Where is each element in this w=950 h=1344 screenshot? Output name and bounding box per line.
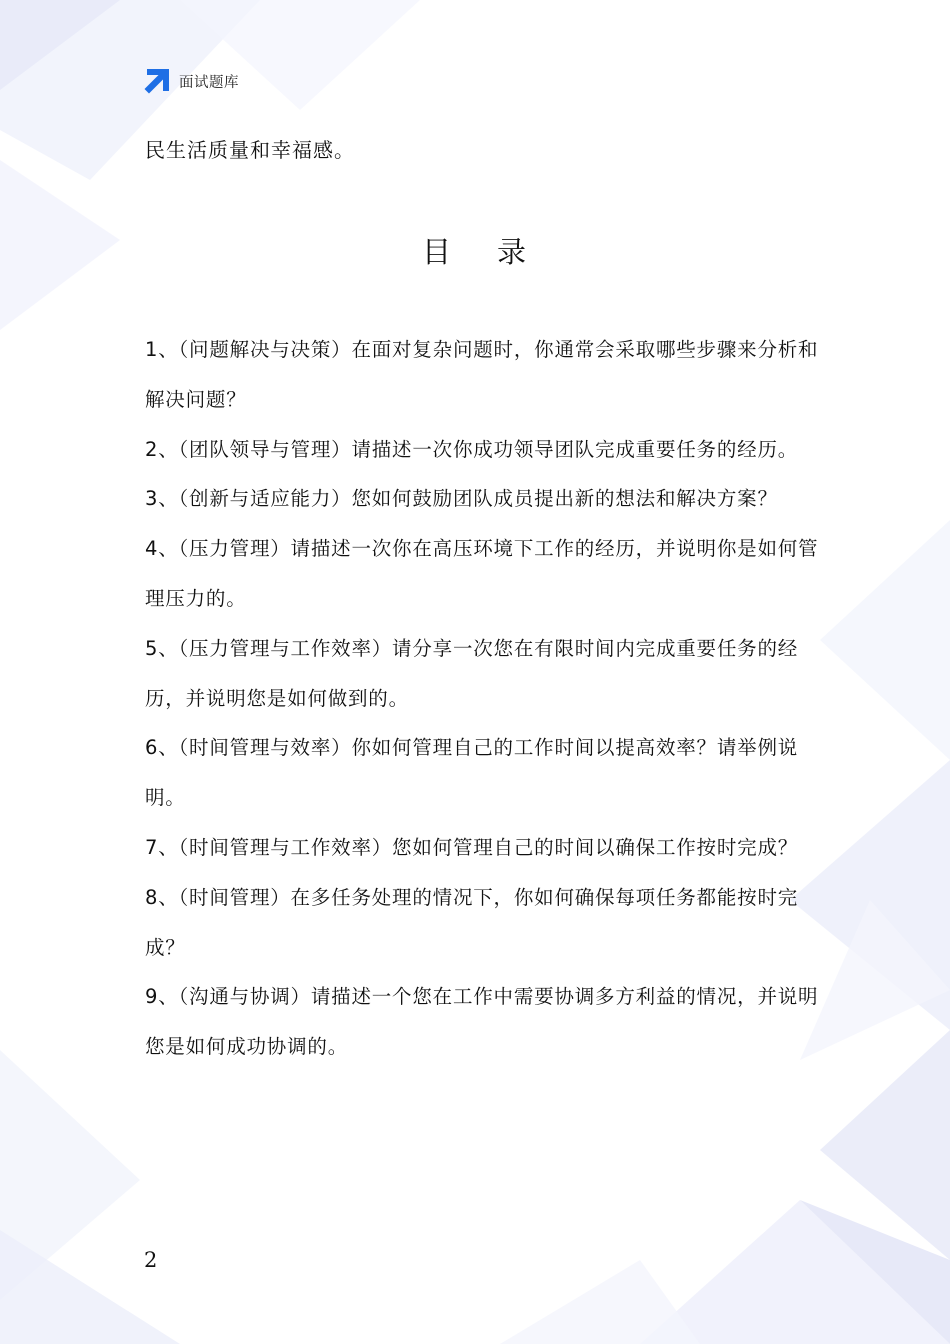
toc-item: 6、（时间管理与效率）你如何管理自己的工作时间以提高效率？请举例说明。 (145, 736, 799, 810)
toc-item: 9、（沟通与协调）请描述一个您在工作中需要协调多方利益的情况，并说明您是如何成功协调的。 (145, 985, 819, 1059)
toc-item: 4、（压力管理）请描述一次你在高压环境下工作的经历，并说明你是如何管理压力的。 (145, 537, 819, 610)
toc-title-right: 录 (497, 235, 529, 269)
toc-item: 7、（时间管理与工作效率）您如何管理自己的时间以确保工作按时完成？ (145, 835, 799, 859)
toc-item: 5、（压力管理与工作效率）请分享一次您在有限时间内完成重要任务的经历，并说明您是如何做到的。 (145, 636, 799, 710)
header (143, 66, 239, 96)
brand-name: 面试题库 (179, 74, 239, 91)
toc-list (145, 325, 825, 1072)
toc-item: 1、（问题解决与决策）在面对复杂问题时，你通常会采取哪些步骤来分析和解决问题？ (145, 338, 819, 411)
toc-item: 3、（创新与适应能力）您如何鼓励团队成员提出新的想法和解决方案？ (145, 487, 778, 511)
toc-item: 8、（时间管理）在多任务处理的情况下，你如何确保每项任务都能按时完成？ (145, 885, 799, 959)
arrow-up-right-icon (143, 67, 171, 95)
page-number: 2 (144, 1248, 158, 1272)
toc-title (0, 230, 950, 271)
carry-over-text: 民生活质量和幸福感。 (145, 138, 355, 162)
toc-title-left: 目 (421, 235, 453, 269)
toc-item: 2、（团队领导与管理）请描述一次你成功领导团队完成重要任务的经历。 (145, 437, 799, 461)
